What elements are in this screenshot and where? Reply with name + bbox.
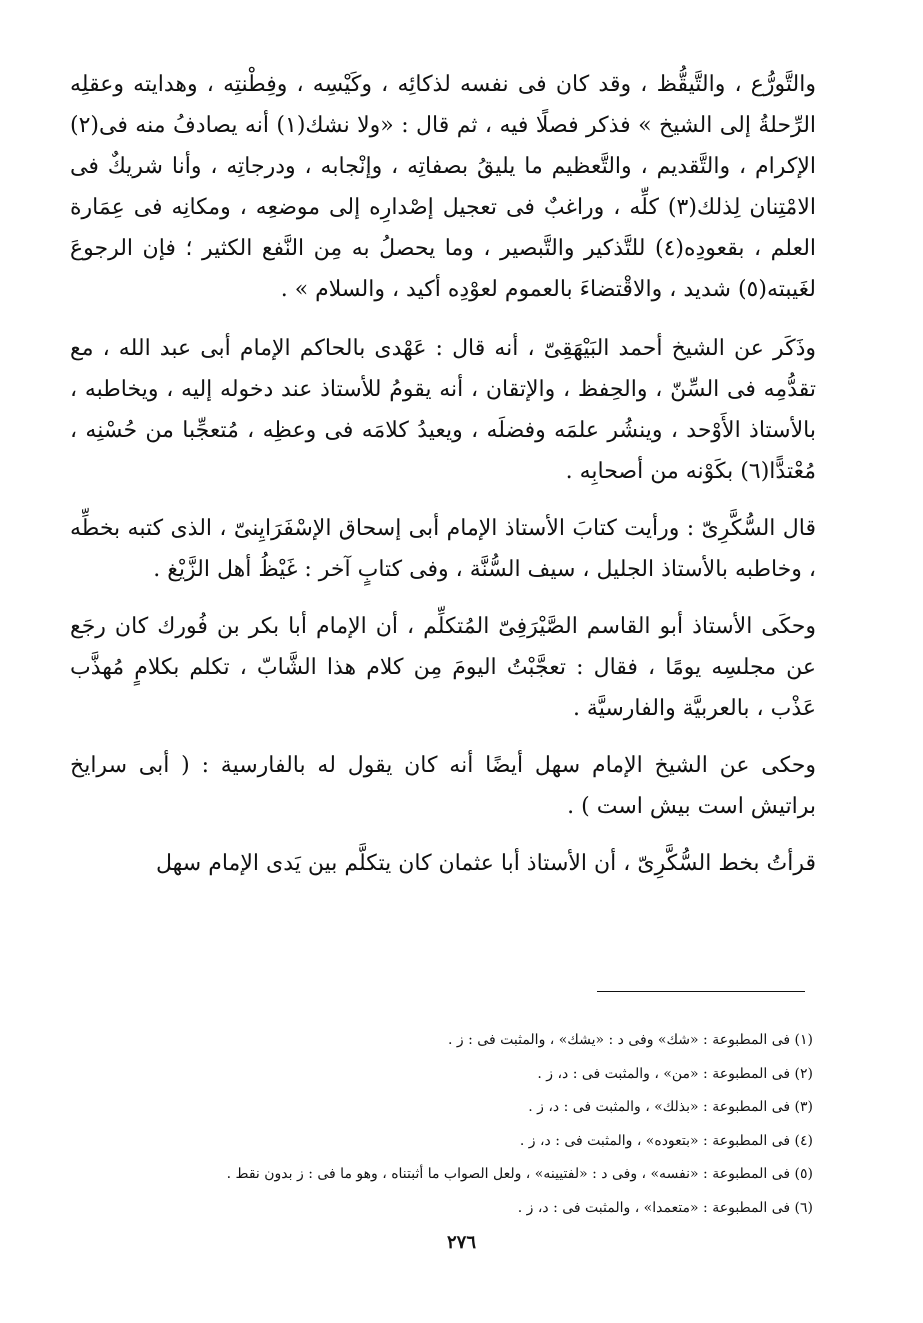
footnote-5: (٥) فى المطبوعة : «نفسه» ، وفى د : «لفتيينه» ، ولعل الصواب ما أثبتناه ، وهو ما فى : ز بدون نقط . xyxy=(226,1166,813,1182)
footnote-4: (٤) فى المطبوعة : «بتعوده» ، والمثبت فى : د، ز . xyxy=(519,1132,813,1149)
main-text xyxy=(70,64,816,900)
paragraph-5: وحكى عن الشيخ الإمام سهل أيضًا أنه كان يقول له بالفارسية : ( أبى سرايخ براتيش است بيش است ) . xyxy=(70,753,816,819)
footnote-2: (٢) فى المطبوعة : «من» ، والمثبت فى : د، ز . xyxy=(537,1065,813,1082)
footnotes xyxy=(120,1024,813,1225)
paragraph-6: قرأتُ بخط السُّكَّرِىّ ، أن الأستاذ أبا عثمان كان يتكلَّم بين يَدى الإمام سهل xyxy=(156,851,816,876)
paragraph-3: قال السُّكَّرِىّ : ورأيت كتابَ الأستاذ الإمام أبى إسحاق الإسْفَرَايِنىّ ، الذى كتبه بخطِّه ، وخاطبه بالأستاذ الجليل ، سيف السُّنَّة ، وفى كتابٍ آخر : غَيْظُ أهل الزَّيْغ . xyxy=(70,516,816,582)
paragraph-4: وحكَى الأستاذ أبو القاسم الصَّيْرَفِىّ المُتكلِّم ، أن الإمام أبا بكر بن فُورك كان رجَع عن مجلسِه يومًا ، فقال : تعجَّبْتُ اليومَ مِن كلام هذا الشَّابّ ، تكلم بكلامٍ مُهذَّب عَذْب ، بالعربيَّة والفارسيَّة . xyxy=(70,614,816,721)
footnote-6: (٦) فى المطبوعة : «متعمدا» ، والمثبت فى : د، ز . xyxy=(517,1199,813,1216)
paragraph-2: وذَكَر عن الشيخ أحمد البَيْهَقِىّ ، أنه قال : عَهْدى بالحاكم الإمام أبى عبد الله ، مع تقدُّمِه فى السِّنّ ، والحِفظ ، والإتقان ، أنه يقومُ للأستاذ عند دخوله إليه ، ويخاطبه ، بالأستاذ الأَوْحد ، وينشُر علمَه وفضلَه ، ويعيدُ كلامَه فى وعظِه ، مُتعجِّبا من حُسْنِه ، مُعْتدًّا(٦) بكَوْنه من أصحابِه . xyxy=(70,336,816,484)
footnote-3: (٣) فى المطبوعة : «بذلك» ، والمثبت فى : د، ز . xyxy=(528,1099,813,1115)
page-number: ٢٧٦ xyxy=(446,1232,476,1253)
paragraph-1: والتَّورُّع ، والتَّيقُّظ ، وقد كان فى نفسه لذكائِه ، وكَيْسِه ، وفِطْنتِه ، وهدايته وعقلِه الرِّحلةُ إلى الشيخ » فذكر فصلًا فيه ، ثم قال : «ولا نشك(١) أنه يصادفُ منه فى(٢) الإكرام ، والتَّقديم ، والتَّعظيم ما يليقُ بصفاتِه ، وإنْجابه ، ودرجاتِه ، وأنا شريكٌ فى الامْتِنان لِذلك(٣) كلِّه ، وراغبٌ فى تعجيل إصْدارِه إلى موضعِه ، ومكانِه فى عِمَارة العلم ، بقعودِه(٤) للتَّذكير والتَّبصير ، وما يحصلُ به مِن النَّفع الكثير ؛ فإن الرجوعَ لغَيبته(٥) شديد ، والاقْتضاءَ بالعموم لعوْدِه أكيد ، والسلام » . xyxy=(70,72,817,302)
footnote-1: (١) فى المطبوعة : «شك» وفى د : «يشك» ، والمثبت فى : ز . xyxy=(448,1032,813,1048)
footnote-divider xyxy=(597,991,805,992)
